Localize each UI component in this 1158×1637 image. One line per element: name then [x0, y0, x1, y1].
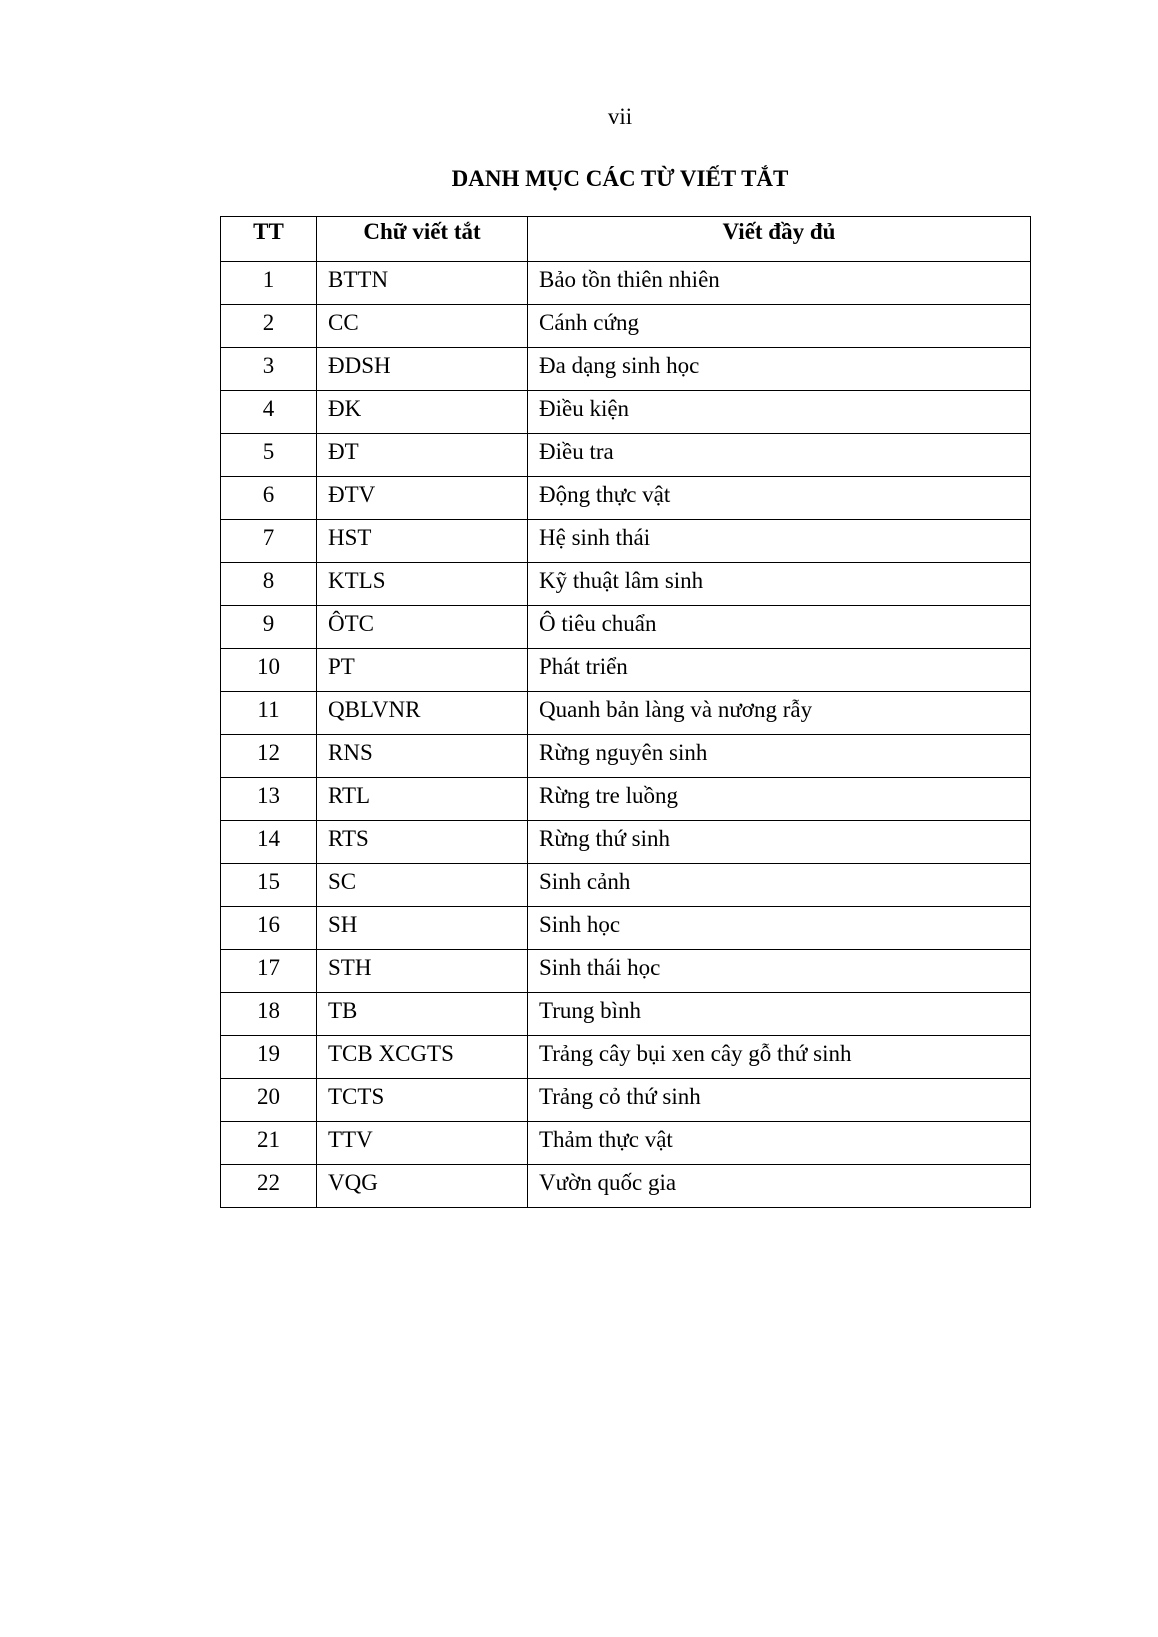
row-full-form: Trảng cây bụi xen cây gỗ thứ sinh — [528, 1036, 1031, 1079]
row-full-form: Thảm thực vật — [528, 1122, 1031, 1165]
page-title: DANH MỤC CÁC TỪ VIẾT TẮT — [451, 166, 789, 191]
table-row — [221, 606, 1031, 649]
table-row — [221, 1079, 1031, 1122]
row-abbreviation: QBLVNR — [317, 692, 528, 735]
row-number: 4 — [221, 391, 317, 434]
row-number: 10 — [221, 649, 317, 692]
row-number: 8 — [221, 563, 317, 606]
table-row — [221, 348, 1031, 391]
table-row — [221, 735, 1031, 778]
row-number: 14 — [221, 821, 317, 864]
table-row — [221, 692, 1031, 735]
table-header-row — [221, 217, 1031, 262]
row-abbreviation: RTS — [317, 821, 528, 864]
row-abbreviation: TCB XCGTS — [317, 1036, 528, 1079]
row-abbreviation: ĐTV — [317, 477, 528, 520]
row-full-form: Quanh bản làng và nương rẫy — [528, 692, 1031, 735]
row-full-form: Rừng thứ sinh — [528, 821, 1031, 864]
table-row — [221, 950, 1031, 993]
row-abbreviation: HST — [317, 520, 528, 563]
row-full-form: Rừng tre luồng — [528, 778, 1031, 821]
row-abbreviation: SC — [317, 864, 528, 907]
row-abbreviation: ĐDSH — [317, 348, 528, 391]
row-full-form: Hệ sinh thái — [528, 520, 1031, 563]
row-number: 16 — [221, 907, 317, 950]
row-abbreviation: KTLS — [317, 563, 528, 606]
row-full-form: Kỹ thuật lâm sinh — [528, 563, 1031, 606]
table-row — [221, 262, 1031, 305]
table-row — [221, 305, 1031, 348]
row-full-form: Vườn quốc gia — [528, 1165, 1031, 1208]
table-row — [221, 520, 1031, 563]
row-abbreviation: BTTN — [317, 262, 528, 305]
row-full-form: Động thực vật — [528, 477, 1031, 520]
row-full-form: Bảo tồn thiên nhiên — [528, 262, 1031, 305]
row-full-form: Điều tra — [528, 434, 1031, 477]
row-abbreviation: STH — [317, 950, 528, 993]
table-row — [221, 821, 1031, 864]
table-row — [221, 1165, 1031, 1208]
row-abbreviation: VQG — [317, 1165, 528, 1208]
table-row — [221, 563, 1031, 606]
row-full-form: Phát triển — [528, 649, 1031, 692]
row-number: 12 — [221, 735, 317, 778]
row-number: 15 — [221, 864, 317, 907]
header-abbreviation: Chữ viết tắt — [317, 217, 528, 262]
row-number: 11 — [221, 692, 317, 735]
row-abbreviation: TB — [317, 993, 528, 1036]
table-row — [221, 778, 1031, 821]
row-abbreviation: RNS — [317, 735, 528, 778]
row-number: 13 — [221, 778, 317, 821]
row-number: 18 — [221, 993, 317, 1036]
table-row — [221, 907, 1031, 950]
table-row — [221, 649, 1031, 692]
row-number: 19 — [221, 1036, 317, 1079]
row-abbreviation: SH — [317, 907, 528, 950]
table-row — [221, 391, 1031, 434]
header-full-form: Viết đầy đủ — [528, 217, 1031, 262]
row-full-form: Sinh cảnh — [528, 864, 1031, 907]
row-abbreviation: RTL — [317, 778, 528, 821]
row-full-form: Ô tiêu chuẩn — [528, 606, 1031, 649]
row-abbreviation: TTV — [317, 1122, 528, 1165]
row-number: 5 — [221, 434, 317, 477]
row-number: 21 — [221, 1122, 317, 1165]
row-abbreviation: TCTS — [317, 1079, 528, 1122]
row-number: 2 — [221, 305, 317, 348]
row-abbreviation: CC — [317, 305, 528, 348]
row-abbreviation: ÔTC — [317, 606, 528, 649]
row-full-form: Cánh cứng — [528, 305, 1031, 348]
row-number: 22 — [221, 1165, 317, 1208]
row-abbreviation: ĐT — [317, 434, 528, 477]
row-full-form: Sinh thái học — [528, 950, 1031, 993]
table-row — [221, 864, 1031, 907]
row-number: 1 — [221, 262, 317, 305]
abbreviation-table — [220, 216, 1031, 1208]
row-number: 6 — [221, 477, 317, 520]
table-body — [221, 262, 1031, 1208]
page-number: vii — [607, 104, 633, 129]
row-number: 20 — [221, 1079, 317, 1122]
row-number: 7 — [221, 520, 317, 563]
table-row — [221, 477, 1031, 520]
row-number: 17 — [221, 950, 317, 993]
table-row — [221, 993, 1031, 1036]
table-row — [221, 1122, 1031, 1165]
table-row — [221, 1036, 1031, 1079]
row-full-form: Trung bình — [528, 993, 1031, 1036]
row-full-form: Đa dạng sinh học — [528, 348, 1031, 391]
table-row — [221, 434, 1031, 477]
row-abbreviation: ĐK — [317, 391, 528, 434]
row-number: 3 — [221, 348, 317, 391]
row-full-form: Sinh học — [528, 907, 1031, 950]
row-abbreviation: PT — [317, 649, 528, 692]
header-tt: TT — [221, 217, 317, 262]
row-full-form: Trảng cỏ thứ sinh — [528, 1079, 1031, 1122]
row-full-form: Điều kiện — [528, 391, 1031, 434]
row-full-form: Rừng nguyên sinh — [528, 735, 1031, 778]
row-number: 9 — [221, 606, 317, 649]
